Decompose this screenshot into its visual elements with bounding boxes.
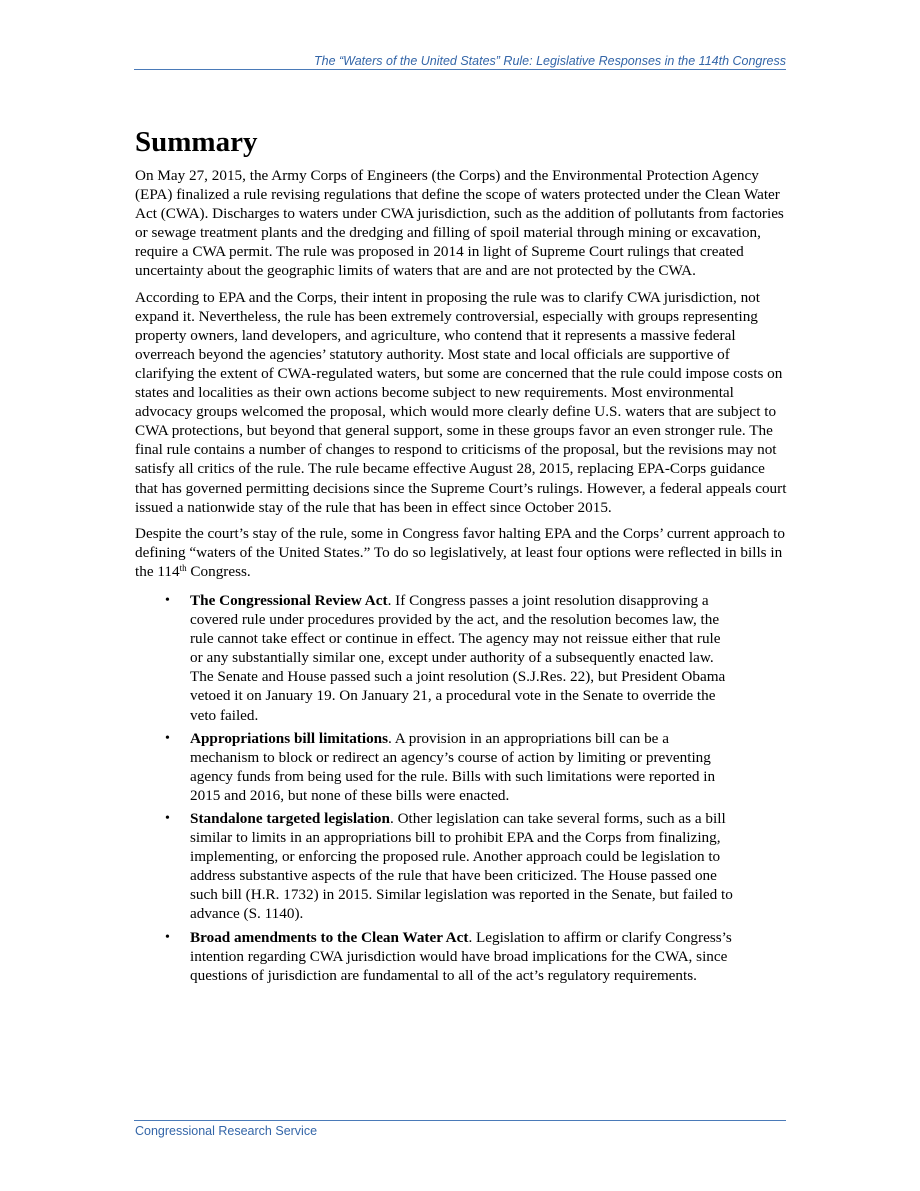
legislative-options-list: [135, 591, 787, 985]
paragraph-1: On May 27, 2015, the Army Corps of Engineers (the Corps) and the Environmental Protection Agency (EPA) finalized a rule revising regulations that define the scope of waters protected under the Clean Water Act (CWA). Discharges to waters under CWA jurisdiction, such as the addition of pollutants from factories or sewage treatment plants and the dredging and filling of spoil material through mining or excavation, require a CWA permit. The rule was proposed in 2014 in light of Supreme Court rulings that created uncertainty about the geographic limits of waters that are and are not protected by the CWA.: [135, 167, 784, 280]
list-item: [135, 591, 735, 725]
bullet-icon: •: [165, 592, 170, 608]
option-text: . Legislation to affirm or clarify Congress’s intention regarding CWA jurisdiction would have broad implications for the CWA, since questions of jurisdiction are fundamental to all of the act’s regulatory requirements.: [190, 928, 732, 984]
option-heading: Broad amendments to the Clean Water Act: [190, 928, 469, 946]
bullet-icon: •: [165, 730, 170, 746]
section-title: Summary: [135, 126, 258, 158]
paragraph-3-tail: Congress.: [186, 562, 251, 580]
option-heading: Standalone targeted legislation: [190, 810, 390, 827]
option-text: . A provision in an appropriations bill can be a mechanism to block or redirect an agency’s course of action by limiting or preventing agency funds from being used for the rule. Bills with such limitations were reported in 2015 and 2016, but none of these bills were enacted.: [190, 729, 716, 804]
list-item: [135, 928, 735, 985]
list-item: [135, 729, 735, 805]
list-item: [135, 809, 735, 924]
running-header: The “Waters of the United States” Rule: Legislative Responses in the 114th Congress: [313, 54, 786, 68]
option-heading: The Congressional Review Act: [190, 591, 388, 609]
running-footer: Congressional Research Service: [135, 1124, 318, 1138]
header-divider: [134, 69, 786, 70]
footer-divider: [134, 1120, 786, 1121]
bullet-icon: •: [165, 811, 170, 826]
ordinal-superscript: th: [179, 562, 187, 573]
paragraph-3-text: Despite the court’s stay of the rule, some in Congress favor halting EPA and the Corps’ current approach to defining “waters of the United States.” To do so legislatively, at least four options were reflected in bills in the 114: [135, 524, 785, 580]
option-heading: Appropriations bill limitations: [190, 729, 389, 747]
bullet-icon: •: [165, 929, 170, 945]
option-text: . Other legislation can take several forms, such as a bill similar to limits in an appropriations bill to prohibit EPA and the Corps from finalizing, implementing, or enforcing the proposed rule. Another approach could be legislation to address substantive aspects of the rule that have been criticized. The House passed one such bill (H.R. 1732) in 2015. Similar legislation was reported in the Senate, but failed to advance (S. 1140).: [190, 810, 733, 923]
summary-section: [135, 122, 787, 989]
option-text: . If Congress passes a joint resolution disapproving a covered rule under procedures provided by the act, and the resolution becomes law, the rule cannot take effect or continue in effect. The agency may not reissue either that rule or any substantially similar one, except under authority of a subsequently enacted law. The Senate and House passed such a joint resolution (S.J.Res. 22), but President Obama vetoed it on January 19. On January 21, a procedural vote in the Senate to override the veto failed.: [190, 591, 726, 724]
paragraph-3: [135, 524, 787, 581]
paragraph-2: According to EPA and the Corps, their intent in proposing the rule was to clarify CWA jurisdiction, not expand it. Nevertheless, the rule has been extremely controversial, especially with groups representing property owners, land developers, and agriculture, who contend that it represents a massive federal overreach beyond the agencies’ statutory authority. Most state and local officials are supportive of clarifying the extent of CWA-regulated waters, but some are concerned that the rule could impose costs on states and localities as their own actions become subject to new requirements. Most environmental advocacy groups welcomed the proposal, which would more clearly define U.S. waters that are subject to CWA protections, but beyond that general support, some in these groups favor an even stronger rule. The final rule contains a number of changes to respond to criticisms of the proposal, but the revisions may not satisfy all critics of the rule. The rule became effective August 28, 2015, replacing EPA-Corps guidance that has governed permitting decisions since the Supreme Court’s rulings. However, a federal appeals court issued a nationwide stay of the rule that has been in effect since October 2015.: [135, 288, 787, 516]
